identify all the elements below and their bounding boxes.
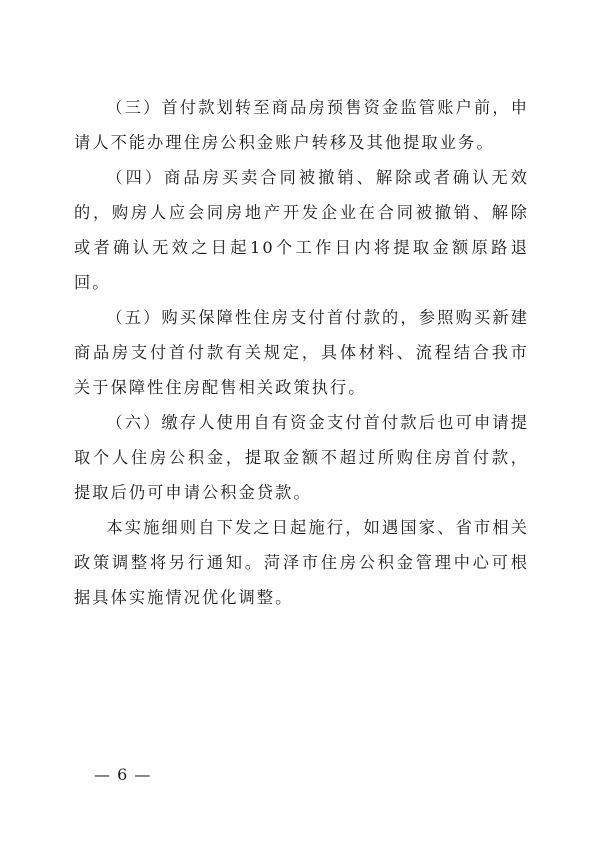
document-body xyxy=(74,90,529,615)
closing-paragraph: 本实施细则自下发之日起施行，如遇国家、省市相关政策调整将另行通知。菏泽市住房公积金管理中心可根据具体实施情况优化调整。 xyxy=(74,518,529,607)
paragraph-item-3: （三）首付款划转至商品房预售资金监管账户前，申请人不能办理住房公积金账户转移及其他提取业务。 xyxy=(74,98,529,152)
paragraph-item-4: （四）商品房买卖合同被撤销、解除或者确认无效的，购房人应会同房地产开发企业在合同被撤销、解除或者确认无效之日起10个工作日内将提取金额原路退回。 xyxy=(74,168,529,292)
page-number: — 6 — xyxy=(94,765,152,784)
paragraph-item-6: （六）缴存人使用自有资金支付首付款后也可申请提取个人住房公积金，提取金额不超过所购住房首付款，提取后仍可申请公积金贷款。 xyxy=(74,413,529,502)
paragraph-item-5: （五）购买保障性住房支付首付款的，参照购买新建商品房支付首付款有关规定，具体材料、流程结合我市关于保障性住房配售相关政策执行。 xyxy=(74,308,529,397)
